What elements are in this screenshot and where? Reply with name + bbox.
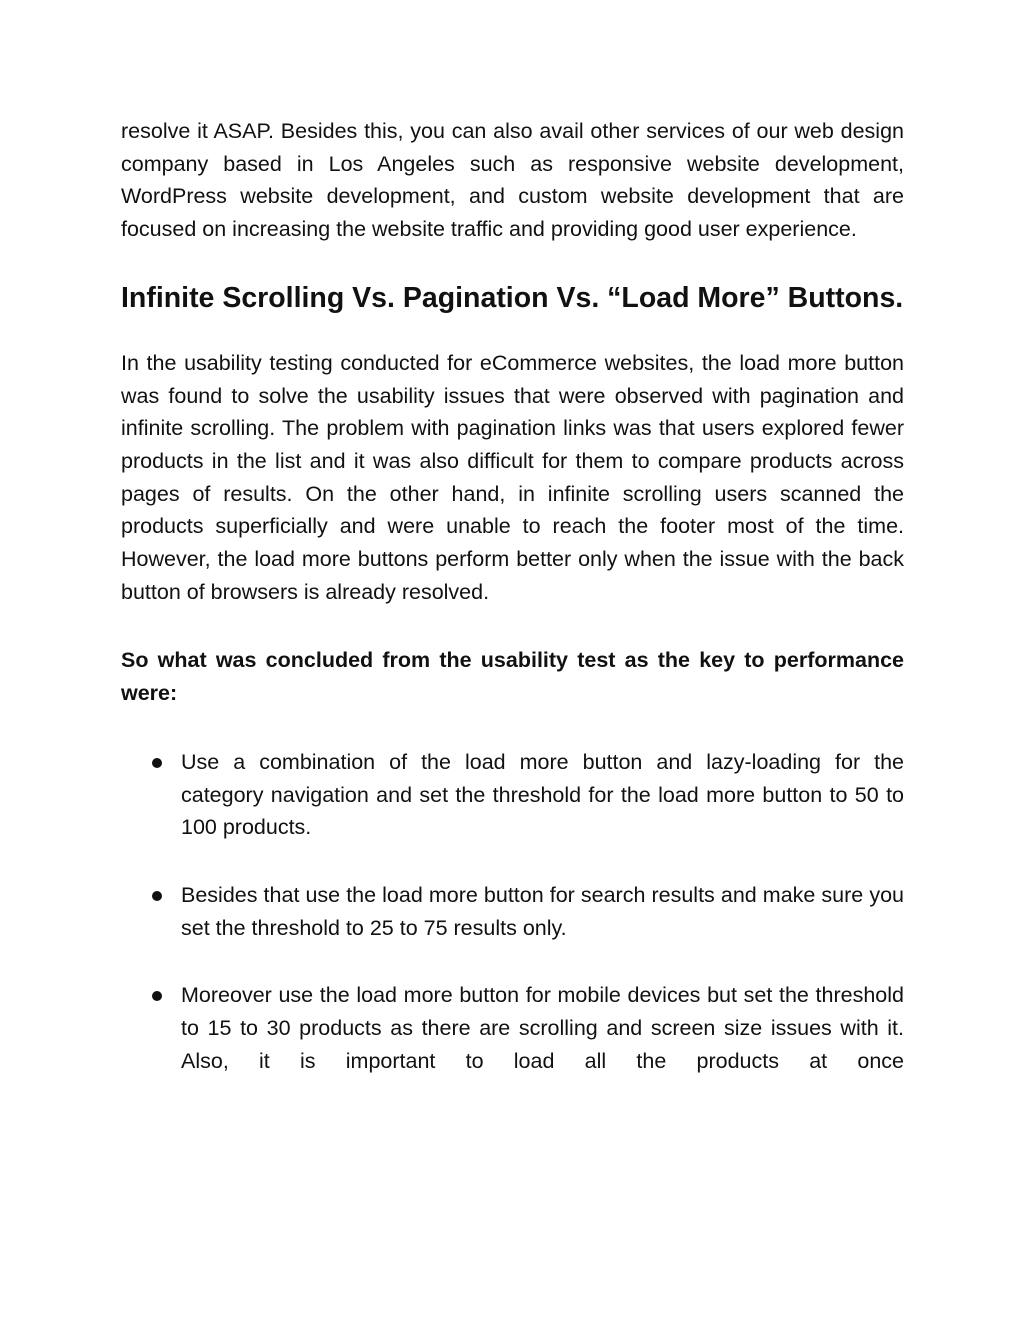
intro-paragraph: resolve it ASAP. Besides this, you can also avail other services of our web design company based in Los Angeles such as responsive website development, WordPress website development, and custom website development that are focused on increasing the website traffic and providing good user experience. [121, 119, 904, 242]
list-item-text: Besides that use the load more button for search results and make sure you set the threshold to 25 to 75 results only. [181, 882, 904, 940]
bullet-icon [152, 991, 162, 1001]
recommendation-list [121, 746, 904, 1078]
body-paragraph: In the usability testing conducted for eCommerce websites, the load more button was found to solve the usability issues that were observed with pagination and infinite scrolling. The problem with pagination links was that users explored fewer products in the list and it was also difficult for them to compare products across pages of results. On the other hand, in infinite scrolling users scanned the products superficially and were unable to reach the footer most of the time. However, the load more buttons perform better only when the issue with the back button of browsers is already resolved. [121, 350, 904, 604]
bullet-icon [152, 891, 162, 901]
list-item [121, 746, 904, 844]
list-item [121, 879, 904, 944]
conclusion-lead: So what was concluded from the usability test as the key to performance were: [121, 648, 904, 706]
bullet-icon [152, 758, 162, 768]
list-item [121, 979, 904, 1077]
section-heading: Infinite Scrolling Vs. Pagination Vs. “Load More” Buttons. [121, 281, 904, 314]
list-item-text: Use a combination of the load more button and lazy-loading for the category navigation and set the threshold for the load more button to 50 to 100 products. [181, 749, 904, 840]
document-page [121, 115, 904, 1077]
list-item-text: Moreover use the load more button for mobile devices but set the threshold to 15 to 30 products as there are scrolling and screen size issues with it. Also, it is important to load all the products at once [181, 983, 904, 1073]
